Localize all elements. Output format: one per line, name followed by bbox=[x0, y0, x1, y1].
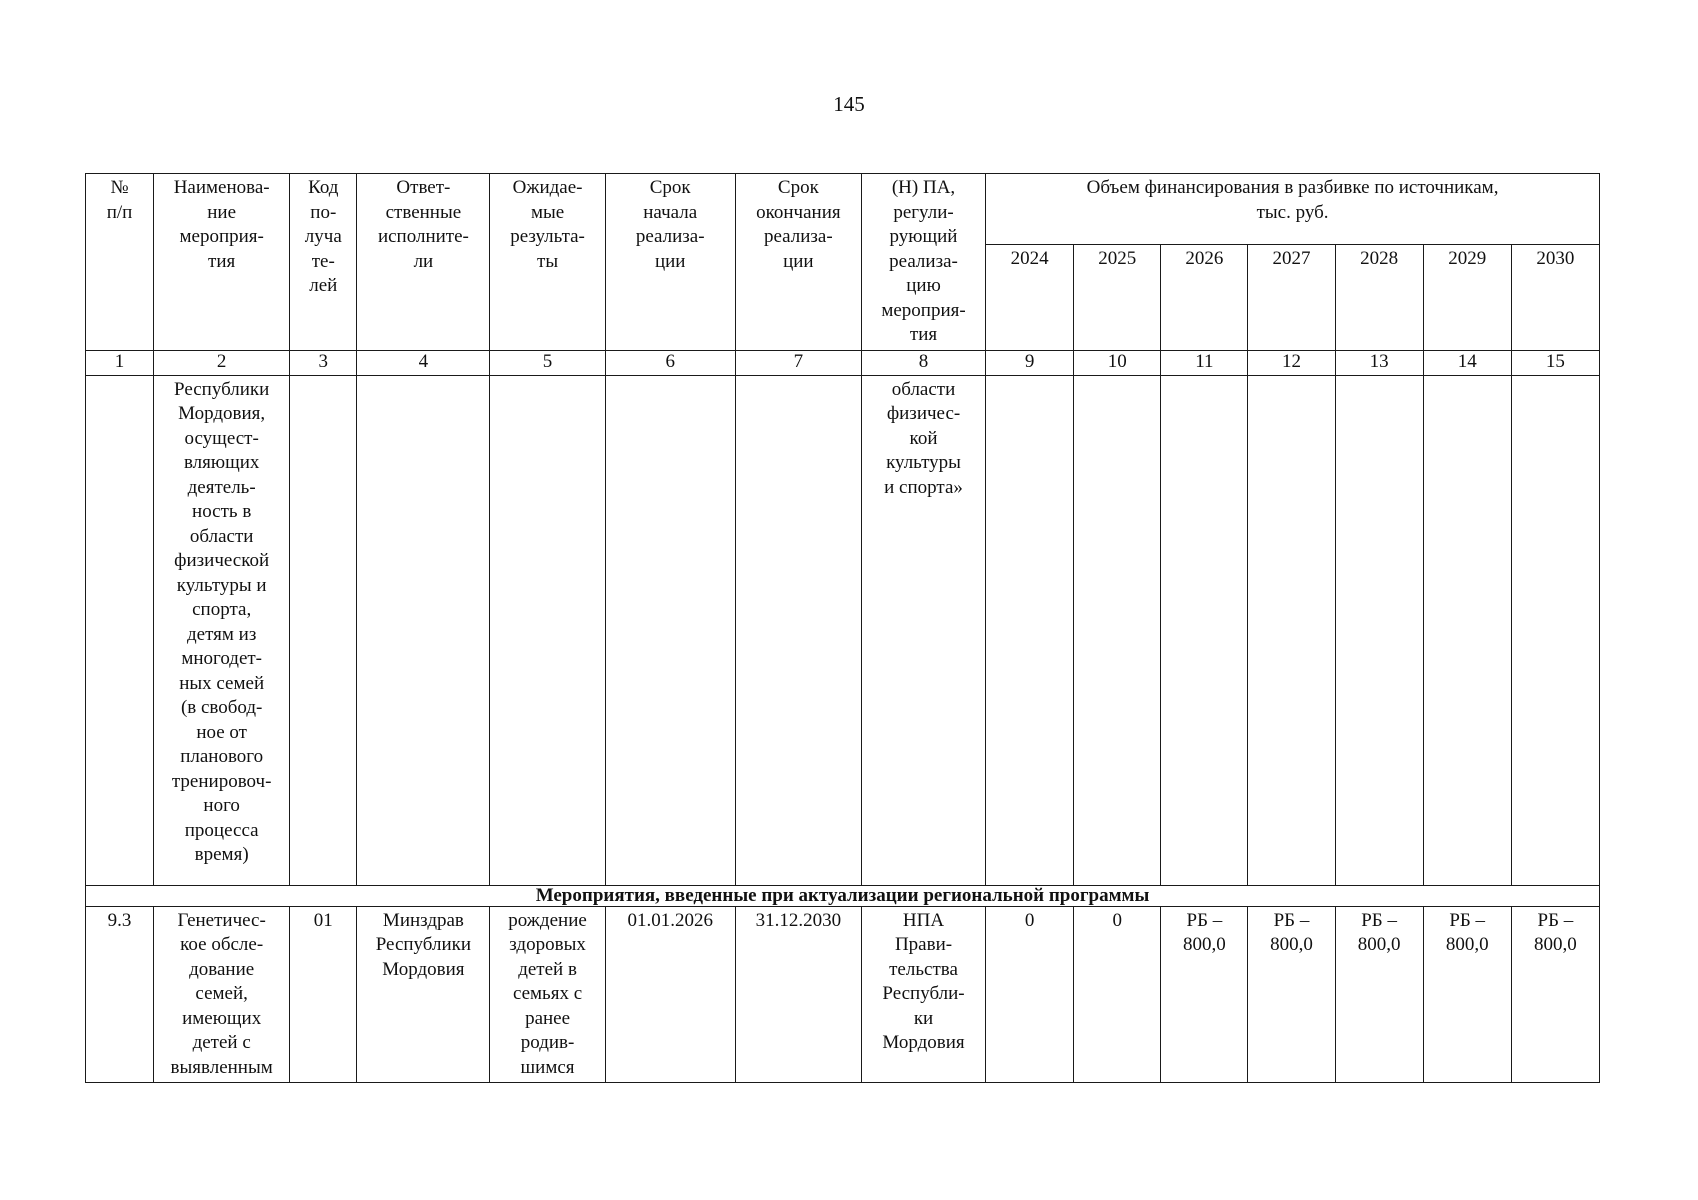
column-number: 7 bbox=[735, 350, 861, 375]
column-number: 6 bbox=[605, 350, 735, 375]
header-end-date: Срок окончания реализа- ции bbox=[735, 174, 861, 351]
column-number: 4 bbox=[357, 350, 490, 375]
cell-empty bbox=[86, 375, 154, 885]
column-number: 14 bbox=[1423, 350, 1511, 375]
column-number: 13 bbox=[1335, 350, 1423, 375]
column-number: 12 bbox=[1248, 350, 1335, 375]
page-number: 145 bbox=[833, 92, 865, 116]
cell-empty bbox=[490, 375, 605, 885]
column-number: 1 bbox=[86, 350, 154, 375]
column-number: 8 bbox=[861, 350, 985, 375]
table-row bbox=[86, 906, 1600, 1083]
cell-empty bbox=[735, 375, 861, 885]
header-row bbox=[86, 174, 1600, 245]
item-regulating-act: НПА Прави- тельства Республи- ки Мордовия bbox=[861, 906, 985, 1083]
header-year: 2026 bbox=[1161, 244, 1248, 350]
financing-value: РБ – 800,0 bbox=[1335, 906, 1423, 1083]
header-regulating-act: (Н) ПА, регули- рующий реализа- цию мероприя- тия bbox=[861, 174, 985, 351]
financing-value: 0 bbox=[1074, 906, 1161, 1083]
column-numbers-row bbox=[86, 350, 1600, 375]
item-name: Генетичес- кое обсле- дование семей, имеющих детей с выявленным bbox=[154, 906, 290, 1083]
financing-value: РБ – 800,0 bbox=[1248, 906, 1335, 1083]
column-number: 11 bbox=[1161, 350, 1248, 375]
header-expected-results: Ожидае- мые результа- ты bbox=[490, 174, 605, 351]
column-number: 9 bbox=[986, 350, 1074, 375]
item-executor: Минздрав Республики Мордовия bbox=[357, 906, 490, 1083]
section-title: Мероприятия, введенные при актуализации региональной программы bbox=[86, 885, 1600, 906]
header-number: № п/п bbox=[86, 174, 154, 351]
column-number: 5 bbox=[490, 350, 605, 375]
cell-empty bbox=[1511, 375, 1599, 885]
measure-name-continued: Республики Мордовия, осущест- вляющих деятель- ность в области физической культуры и спорта, детям из многодет- ных семей (в свобод- ное от планового тренировоч- ного процесса время) bbox=[154, 375, 290, 885]
item-code: 01 bbox=[290, 906, 357, 1083]
item-end-date: 31.12.2030 bbox=[735, 906, 861, 1083]
header-year: 2024 bbox=[986, 244, 1074, 350]
cell-empty bbox=[1074, 375, 1161, 885]
cell-empty bbox=[290, 375, 357, 885]
financing-value: РБ – 800,0 bbox=[1161, 906, 1248, 1083]
regulating-act-continued: области физичес- кой культуры и спорта» bbox=[861, 375, 985, 885]
item-start-date: 01.01.2026 bbox=[605, 906, 735, 1083]
header-year: 2027 bbox=[1248, 244, 1335, 350]
header-year: 2028 bbox=[1335, 244, 1423, 350]
header-year: 2025 bbox=[1074, 244, 1161, 350]
financing-value: РБ – 800,0 bbox=[1423, 906, 1511, 1083]
header-executors: Ответ- ственные исполните- ли bbox=[357, 174, 490, 351]
header-year: 2030 bbox=[1511, 244, 1599, 350]
header-start-date: Срок начала реализа- ции bbox=[605, 174, 735, 351]
program-measures-table bbox=[85, 173, 1600, 1083]
header-measure-name: Наименова- ние мероприя- тия bbox=[154, 174, 290, 351]
cell-empty bbox=[1335, 375, 1423, 885]
cell-empty bbox=[986, 375, 1074, 885]
cell-empty bbox=[1248, 375, 1335, 885]
section-row bbox=[86, 885, 1600, 906]
table-row bbox=[86, 375, 1600, 885]
header-year: 2029 bbox=[1423, 244, 1511, 350]
cell-empty bbox=[1423, 375, 1511, 885]
item-number: 9.3 bbox=[86, 906, 154, 1083]
column-number: 3 bbox=[290, 350, 357, 375]
financing-value: РБ – 800,0 bbox=[1511, 906, 1599, 1083]
item-result: рождение здоровых детей в семьях с ранее родив- шимся bbox=[490, 906, 605, 1083]
column-number: 2 bbox=[154, 350, 290, 375]
cell-empty bbox=[1161, 375, 1248, 885]
column-number: 10 bbox=[1074, 350, 1161, 375]
column-number: 15 bbox=[1511, 350, 1599, 375]
header-recipient-code: Код по- луча те- лей bbox=[290, 174, 357, 351]
header-financing: Объем финансирования в разбивке по источникам, тыс. руб. bbox=[986, 174, 1600, 245]
cell-empty bbox=[605, 375, 735, 885]
financing-value: 0 bbox=[986, 906, 1074, 1083]
cell-empty bbox=[357, 375, 490, 885]
